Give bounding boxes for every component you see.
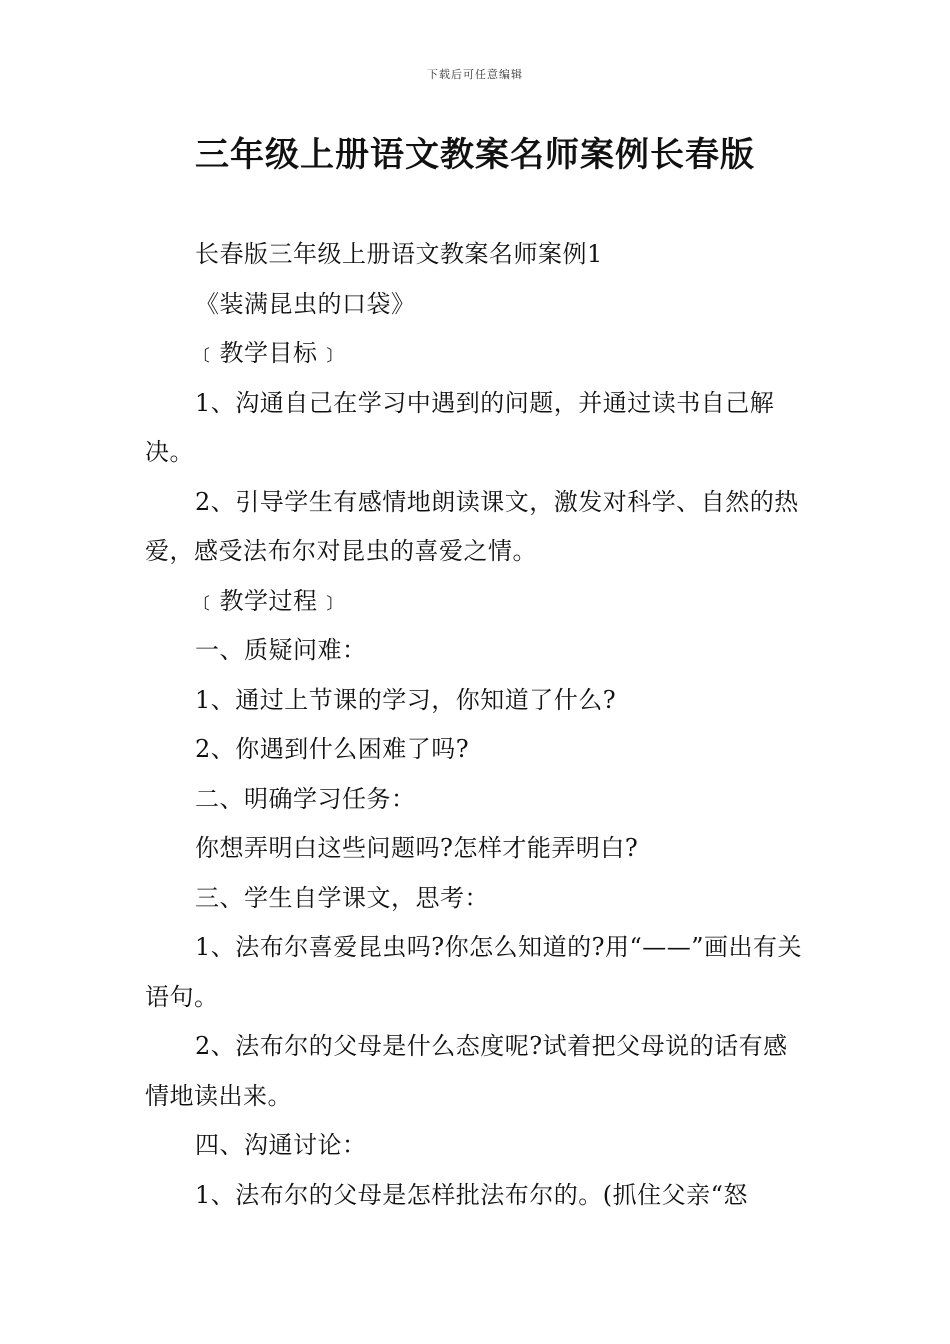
paragraph: 三、学生自学课文，思考： <box>195 883 489 912</box>
paragraph: 长春版三年级上册语文教案名师案例1 <box>195 240 603 268</box>
document-title: 三年级上册语文教案名师案例长春版 <box>195 135 755 175</box>
paragraph: 2、你遇到什么困难了吗? <box>195 735 470 763</box>
header-note: 下载后可任意编辑 <box>427 68 523 81</box>
paragraph: 1、法布尔喜爱昆虫吗?你怎么知道的?用“——”画出有关语句。 <box>145 933 803 1011</box>
document-body <box>145 230 810 1220</box>
paragraph: ﹝教学目标﹞ <box>195 339 342 367</box>
paragraph: 一、质疑问难： <box>195 636 367 664</box>
paragraph: 2、法布尔的父母是什么态度呢?试着把父母说的话有感情地读出来。 <box>145 1032 788 1110</box>
paragraph: 二、明确学习任务： <box>195 784 416 813</box>
paragraph: 1、沟通自己在学习中遇到的问题，并通过读书自己解决。 <box>145 388 775 466</box>
paragraph: ﹝教学过程﹞ <box>195 586 342 615</box>
paragraph: 你想弄明白这些问题吗?怎样才能弄明白? <box>195 834 639 862</box>
paragraph: 1、通过上节课的学习，你知道了什么? <box>195 685 617 714</box>
paragraph: 《装满昆虫的口袋》 <box>195 289 416 318</box>
paragraph: 2、引导学生有感情地朗读课文，激发对科学、自然的热爱，感受法布尔对昆虫的喜爱之情。 <box>145 487 799 565</box>
paragraph: 1、法布尔的父母是怎样批法布尔的。(抓住父亲“怒 <box>195 1180 748 1209</box>
paragraph: 四、沟通讨论： <box>195 1131 367 1159</box>
